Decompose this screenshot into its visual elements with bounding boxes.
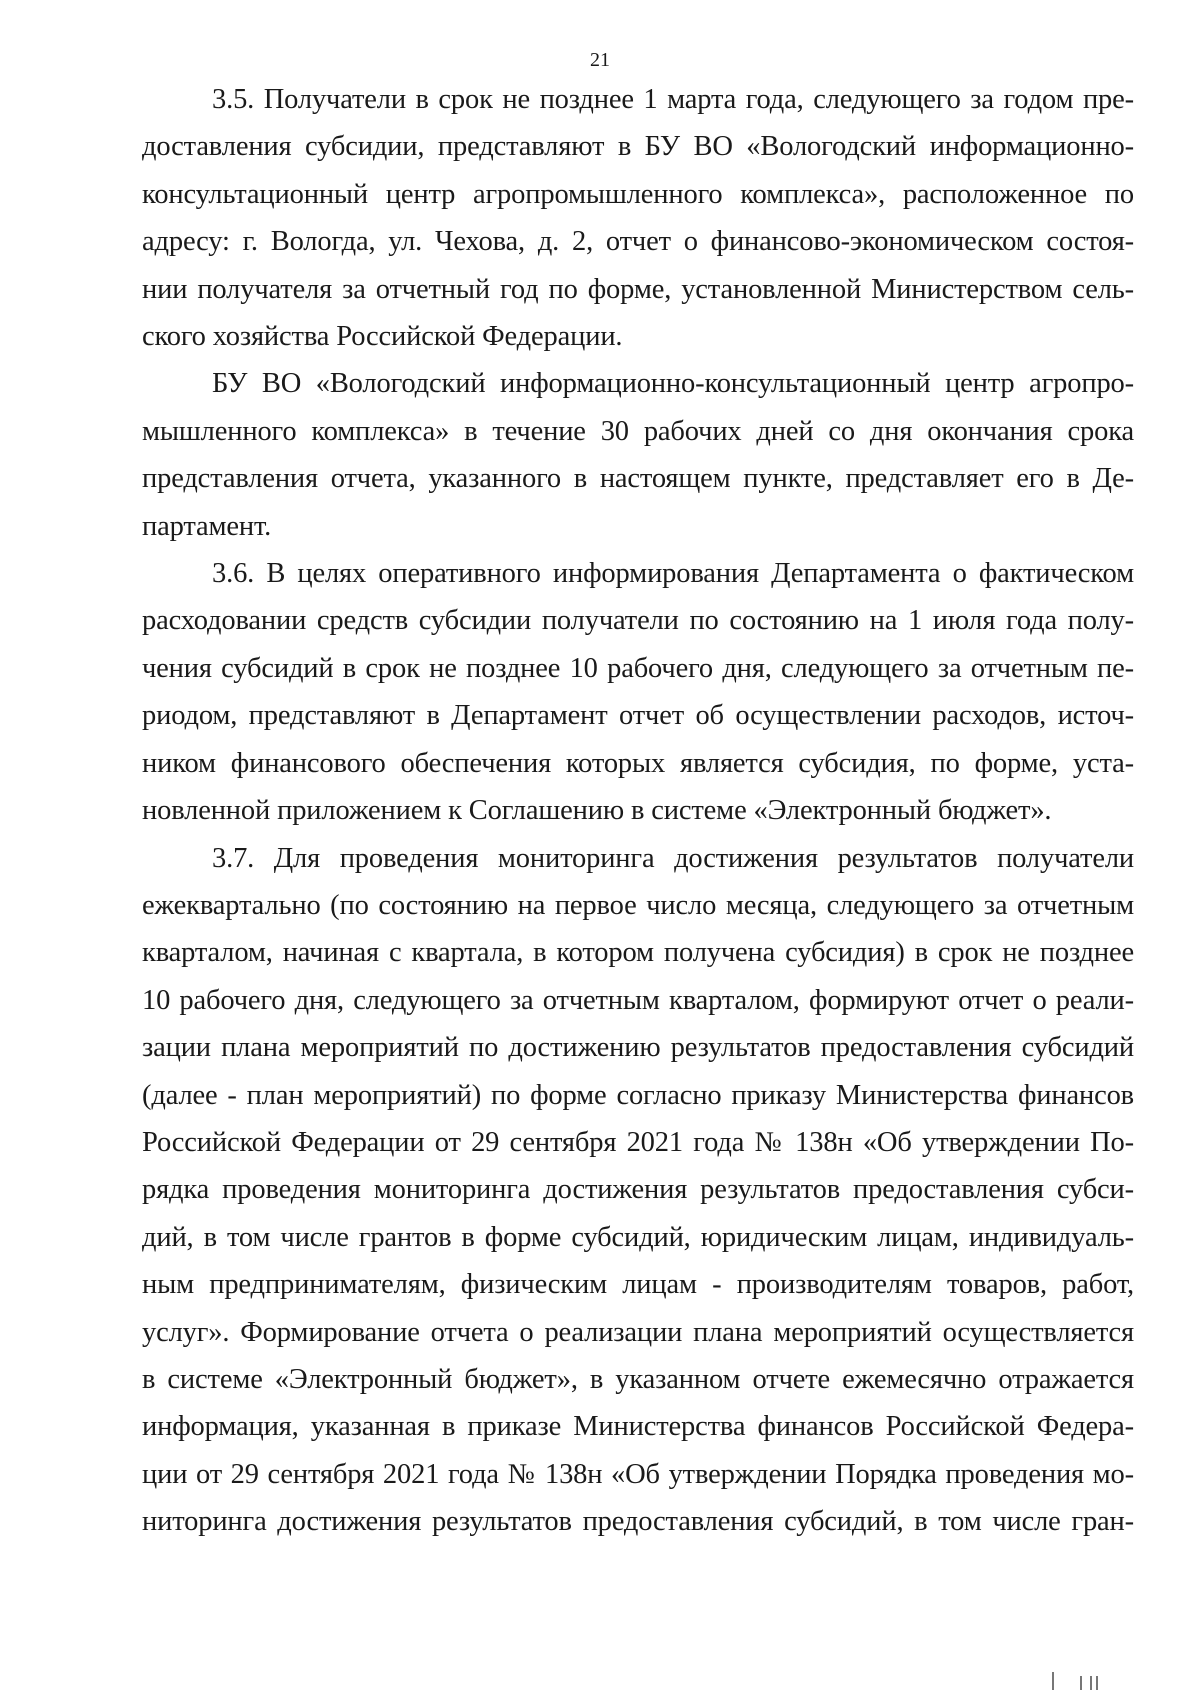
- text-line: риодом, представляют в Департамент отчет об осуществлении расходов, источ-: [142, 700, 1134, 732]
- scan-artifact: [1096, 1676, 1098, 1690]
- text-line: 10 рабочего дня, следующего за отчетным кварталом, формируют отчет о реали-: [142, 984, 1134, 1016]
- text-line: новленной приложением к Соглашению в системе «Электронный бюджет».: [142, 795, 1052, 827]
- text-line: ником финансового обеспечения которых является субсидия, по форме, уста-: [142, 747, 1134, 779]
- text-line: информация, указанная в приказе Министерства финансов Российской Федера-: [142, 1411, 1134, 1443]
- text-line: ежеквартально (по состоянию на первое число месяца, следующего за отчетным: [142, 889, 1134, 921]
- text-line: в системе «Электронный бюджет», в указанном отчете ежемесячно отражается: [142, 1363, 1134, 1395]
- text-line: дий, в том числе грантов в форме субсидий, юридическим лицам, индивидуаль-: [142, 1221, 1134, 1253]
- text-line: 3.5. Получатели в срок не позднее 1 марта года, следующего за годом пре-: [212, 84, 1134, 115]
- text-line: зации плана мероприятий по достижению результатов предоставления субсидий: [142, 1032, 1134, 1064]
- text-line: Российской Федерации от 29 сентября 2021 года № 138н «Об утверждении По-: [142, 1126, 1134, 1158]
- text-line: партамент.: [142, 510, 272, 542]
- text-line: рядка проведения мониторинга достижения результатов предоставления субси-: [142, 1174, 1134, 1206]
- text-line: ции от 29 сентября 2021 года № 138н «Об утверждении Порядка проведения мо-: [142, 1458, 1134, 1490]
- text-line: мышленного комплекса» в течение 30 рабочих дней со дня окончания срока: [142, 415, 1134, 447]
- text-line: представления отчета, указанного в настоящем пункте, представляет его в Де-: [142, 463, 1134, 495]
- text-line: услуг». Формирование отчета о реализации плана мероприятий осуществляется: [142, 1316, 1134, 1348]
- text-line: ского хозяйства Российской Федерации.: [142, 321, 623, 353]
- text-line: (далее - план мероприятий) по форме согласно приказу Министерства финансов: [142, 1079, 1134, 1111]
- text-line: консультационный центр агропромышленного комплекса», расположенное по: [142, 178, 1134, 210]
- scan-artifact: [1090, 1676, 1092, 1690]
- text-line: адресу: г. Вологда, ул. Чехова, д. 2, отчет о финансово-экономическом состоя-: [142, 226, 1134, 258]
- paragraph-3-6: [142, 550, 1134, 834]
- paragraph-3-5: [142, 76, 1134, 360]
- paragraph-3-7: [142, 835, 1134, 1546]
- text-line: доставления субсидии, представляют в БУ ВО «Вологодский информационно-: [142, 131, 1134, 163]
- text-line: 3.6. В целях оперативного информирования Департамента о фактическом: [212, 558, 1134, 590]
- scan-artifact: [1080, 1676, 1082, 1690]
- paragraph-bu-vo: [142, 360, 1134, 550]
- text-line: ным предпринимателям, физическим лицам - производителям товаров, работ,: [142, 1269, 1134, 1301]
- page-number: 21: [590, 49, 610, 71]
- text-line: ниторинга достижения результатов предоставления субсидий, в том числе гран-: [142, 1506, 1134, 1538]
- text-line: нии получателя за отчетный год по форме, установленной Министерством сель-: [142, 273, 1134, 305]
- text-line: 3.7. Для проведения мониторинга достижения результатов получатели: [212, 842, 1134, 874]
- scan-artifact: [1052, 1672, 1054, 1690]
- text-line: чения субсидий в срок не позднее 10 рабочего дня, следующего за отчетным пе-: [142, 652, 1134, 684]
- text-line: БУ ВО «Вологодский информационно-консультационный центр агропро-: [212, 368, 1134, 400]
- text-line: расходовании средств субсидии получатели по состоянию на 1 июля года полу-: [142, 605, 1134, 637]
- text-line: кварталом, начиная с квартала, в котором получена субсидия) в срок не позднее: [142, 937, 1134, 969]
- document-body: [142, 76, 1134, 1546]
